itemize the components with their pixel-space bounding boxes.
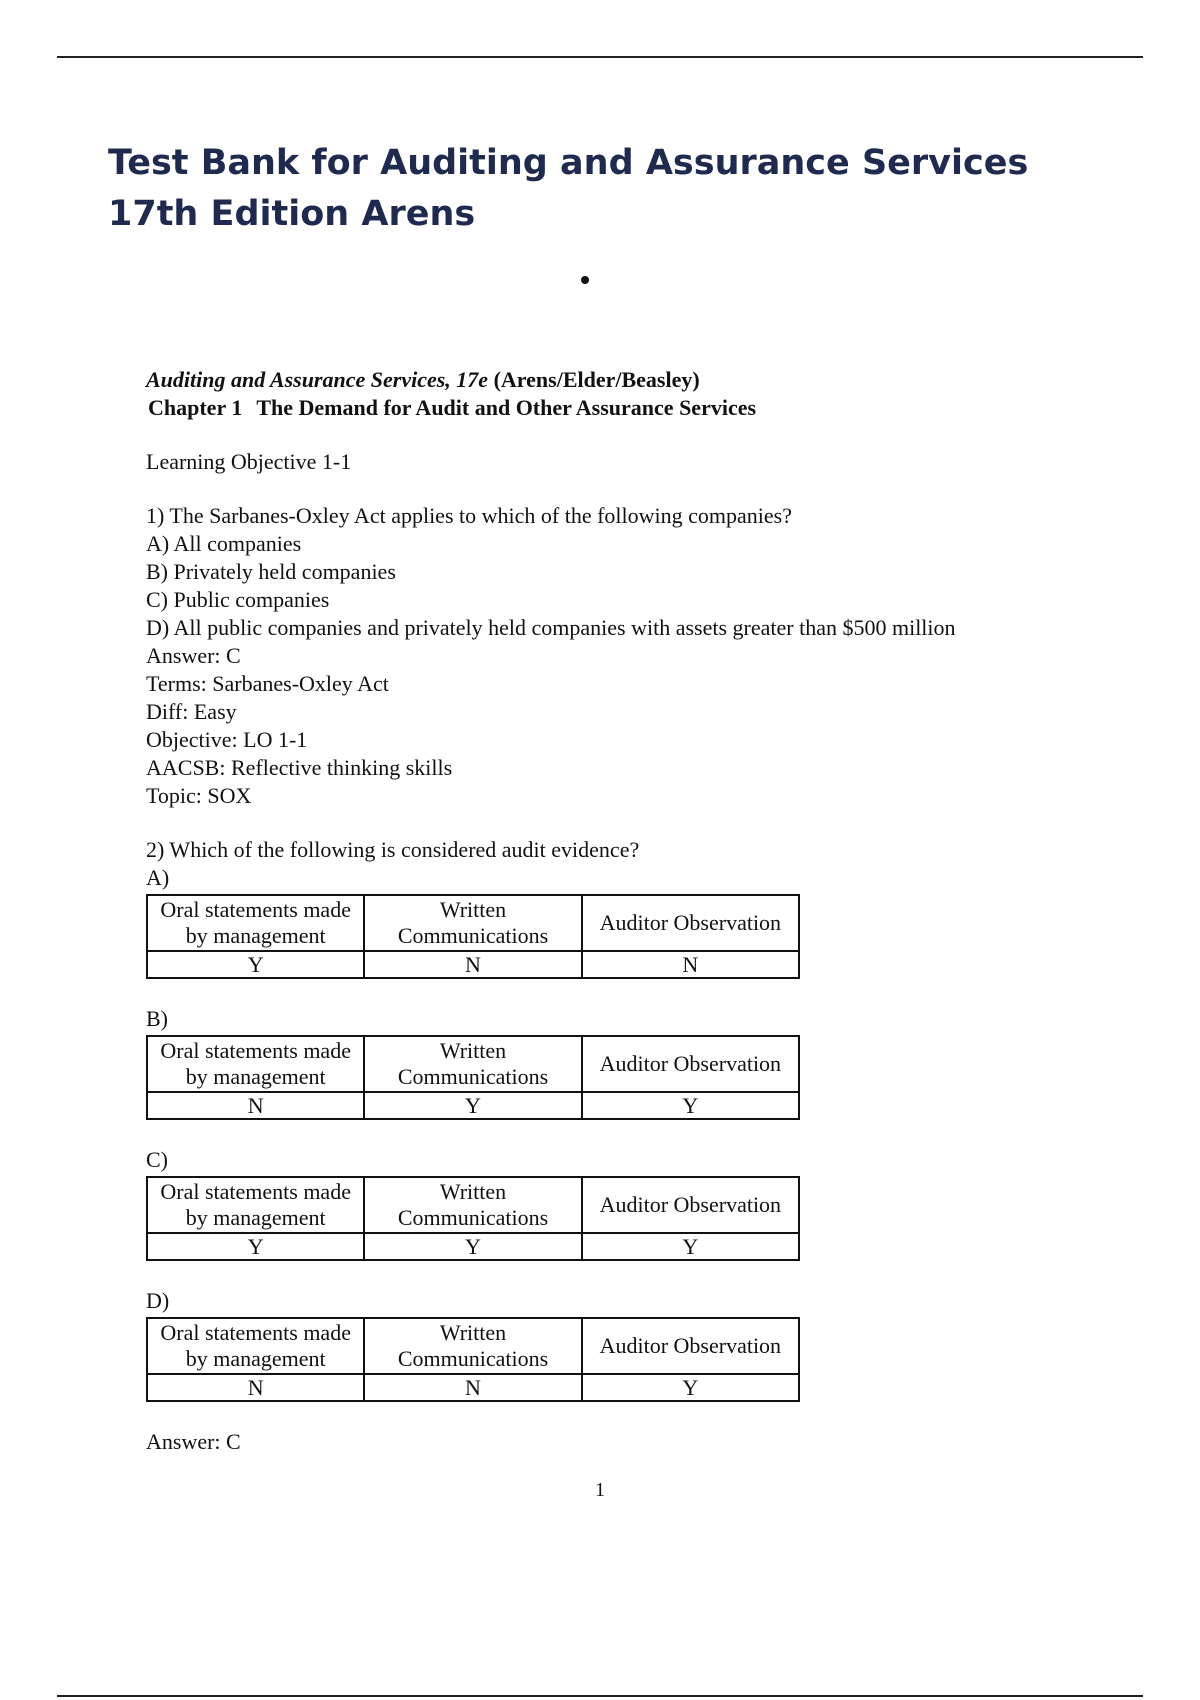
column-header: Written Communications (364, 1177, 581, 1233)
column-header: Written Communications (364, 1318, 581, 1374)
table-cell: Y (582, 1233, 799, 1260)
table-cell: Y (364, 1092, 581, 1119)
q1-answer: Answer: C (146, 643, 241, 668)
q2-option-table (146, 1317, 800, 1402)
q1-option-d: D) All public companies and privately held companies with assets greater than $500 million (146, 615, 956, 640)
table-cell: N (364, 951, 581, 978)
table-cell: Y (582, 1092, 799, 1119)
column-header: Written Communications (364, 895, 581, 951)
table-cell: N (364, 1374, 581, 1401)
q2-option-table (146, 894, 800, 979)
chapter-title: The Demand for Audit and Other Assurance Services (256, 395, 757, 420)
q1-option-a: A) All companies (146, 531, 302, 556)
column-header: Auditor Observation (582, 1177, 799, 1233)
q2-option-label: A) (146, 865, 170, 890)
column-header: Oral statements made by management (147, 1318, 364, 1374)
q2-option-label: D) (146, 1288, 170, 1313)
bullet-dot (581, 276, 589, 284)
q2-option-table (146, 1035, 800, 1120)
top-rule (57, 56, 1143, 58)
q1-objective: Objective: LO 1-1 (146, 727, 308, 752)
table-cell: Y (147, 1233, 364, 1260)
column-header: Oral statements made by management (147, 1177, 364, 1233)
q2-option-label: C) (146, 1147, 168, 1172)
table-cell: N (582, 951, 799, 978)
learning-objective: Learning Objective 1-1 (146, 449, 352, 474)
q1-option-c: C) Public companies (146, 587, 330, 612)
column-header: Written Communications (364, 1036, 581, 1092)
chapter-header (146, 394, 1146, 422)
bottom-rule (57, 1695, 1143, 1697)
chapter-label: Chapter 1 (148, 395, 243, 420)
column-header: Auditor Observation (582, 1318, 799, 1374)
q2-option-table (146, 1176, 800, 1261)
q1-aacsb: AACSB: Reflective thinking skills (146, 755, 453, 780)
table-cell: Y (582, 1374, 799, 1401)
column-header: Oral statements made by management (147, 895, 364, 951)
book-header (146, 366, 1146, 394)
book-title: Auditing and Assurance Services, 17e (146, 367, 489, 392)
column-header: Oral statements made by management (147, 1036, 364, 1092)
q1-terms: Terms: Sarbanes-Oxley Act (146, 671, 389, 696)
table-cell: Y (364, 1233, 581, 1260)
page-content (146, 366, 1146, 1456)
table-cell: Y (147, 951, 364, 978)
q1-diff: Diff: Easy (146, 699, 237, 724)
table-cell: N (147, 1374, 364, 1401)
document-title: Test Bank for Auditing and Assurance Services 17th Edition Arens (108, 143, 1029, 234)
q1-option-b: B) Privately held companies (146, 559, 396, 584)
column-header: Auditor Observation (582, 1036, 799, 1092)
book-authors: (Arens/Elder/Beasley) (493, 367, 700, 392)
column-header: Auditor Observation (582, 895, 799, 951)
page-number: 1 (595, 1479, 605, 1501)
q1-topic: Topic: SOX (146, 783, 252, 808)
table-cell: N (147, 1092, 364, 1119)
q2-question: 2) Which of the following is considered audit evidence? (146, 837, 640, 862)
q1-question: 1) The Sarbanes-Oxley Act applies to which of the following companies? (146, 503, 792, 528)
q2-option-label: B) (146, 1006, 168, 1031)
q2-answer: Answer: C (146, 1429, 241, 1454)
